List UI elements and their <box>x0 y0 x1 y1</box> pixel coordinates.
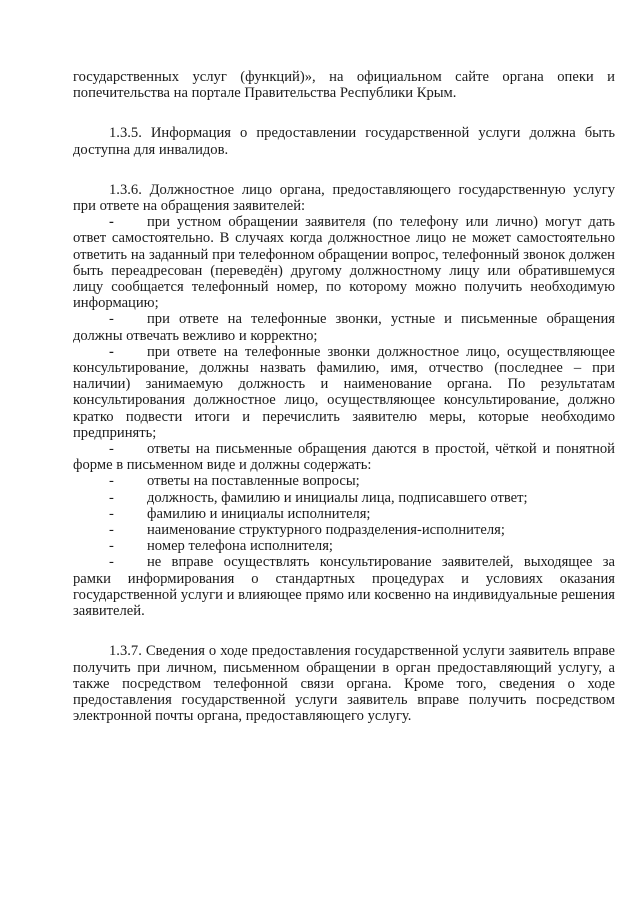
list-item <box>73 311 615 343</box>
paragraph-1-3-6: 1.3.6. Должностное лицо органа, предоставляющего государственную услугу при ответе на обращения заявителей: <box>73 181 615 215</box>
list-item <box>73 473 615 489</box>
list-item-text: фамилию и инициалы исполнителя; <box>147 505 371 522</box>
list-item-text: наименование структурного подразделения-исполнителя; <box>147 522 505 539</box>
list-item-text: не вправе осуществлять консультирование заявителей, выходящее за рамки информирования о стандартных процедурах и условиях оказания государственной услуги и влияющее прямо или косвенно на индивидуальные решения заявителей. <box>73 554 615 620</box>
list-item-text: при ответе на телефонные звонки, устные и письменные обращения должны отвечать вежливо и корректно; <box>73 311 615 344</box>
paragraph-1-3-7: 1.3.7. Сведения о ходе предоставления государственной услуги заявитель вправе получить при личном, письменном обращении в орган предоставляющий услугу, а также посредством телефонной связи органа. Кроме того, сведения о ходе предоставления государственной услуги заявитель вправе получить посредством электронной почты органа, предоставляющего услугу. <box>73 643 615 725</box>
list-marker: - <box>109 441 114 458</box>
list-item <box>73 522 615 538</box>
list-item-text: ответы на поставленные вопросы; <box>147 473 360 490</box>
list-item-text: при устном обращении заявителя (по телефону или лично) могут дать ответ самостоятельно. В случаях когда должностное лицо не может самостоятельно ответить на заданный при телефонном обращении вопрос, телефонный звонок должен быть переадресован (переведён) другому должностному лицу или обратившемуся лицу сообщается телефонный номер, по которому можно получить необходимую информацию; <box>73 214 615 312</box>
list-item <box>73 344 615 441</box>
list-marker: - <box>109 343 114 360</box>
list-item-text: должность, фамилию и инициалы лица, подписавшего ответ; <box>147 489 528 506</box>
list-item <box>73 538 615 554</box>
list-item <box>73 554 615 619</box>
list-item-text: ответы на письменные обращения даются в простой, чёткой и понятной форме в письменном виде и должны содержать: <box>73 441 615 474</box>
list-item-text: номер телефона исполнителя; <box>147 538 333 555</box>
duties-list <box>73 214 615 619</box>
list-marker: - <box>109 311 114 328</box>
paragraph-intro: государственных услуг (функций)», на официальном сайте органа опеки и попечительства на портале Правительства Республики Крым. <box>73 69 615 102</box>
paragraph-1-3-5: 1.3.5. Информация о предоставлении государственной услуги должна быть доступна для инвалидов. <box>73 125 615 158</box>
list-marker: - <box>109 505 114 522</box>
list-marker: - <box>109 214 114 231</box>
list-item <box>73 490 615 506</box>
list-marker: - <box>109 538 114 555</box>
list-marker: - <box>109 522 114 539</box>
list-item <box>73 506 615 522</box>
list-marker: - <box>109 554 114 571</box>
list-marker: - <box>109 473 114 490</box>
list-item <box>73 441 615 473</box>
list-item-text: при ответе на телефонные звонки должностное лицо, осуществляющее консультирование, должны назвать фамилию, имя, отчество (последнее – при наличии) занимаемую должность и наименование органа. По результатам консультирования должностное лицо, осуществляющее консультирование, должно кратко подвести итоги и перечислить заявителю меры, которые необходимо предпринять; <box>73 343 615 441</box>
list-marker: - <box>109 489 114 506</box>
list-item <box>73 214 615 311</box>
